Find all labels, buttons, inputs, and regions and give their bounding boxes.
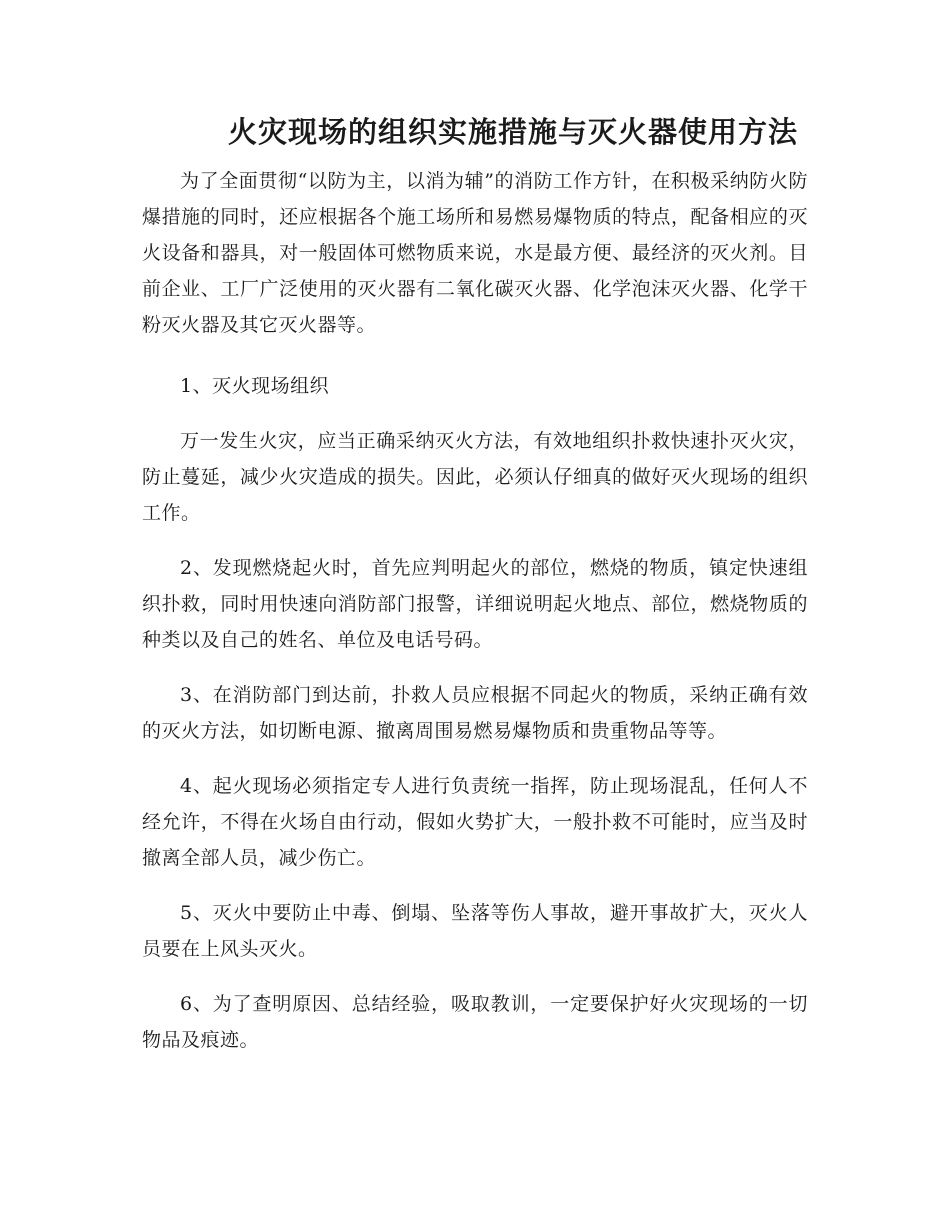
document-page xyxy=(142,112,808,1058)
paragraph-item-2: 2、发现燃烧起火时，首先应判明起火的部位，燃烧的物质，镇定快速组织扑救，同时用快速向消防部门报警，详细说明起火地点、部位，燃烧物质的种类以及自己的姓名、单位及电话号码。 xyxy=(142,557,808,651)
section-heading-1: 1、灭火现场组织 xyxy=(180,375,330,397)
paragraph-item-4: 4、起火现场必须指定专人进行负责统一指挥，防止现场混乱，任何人不经允许，不得在火场自由行动，假如火势扩大，一般扑救不可能时，应当及时撤离全部人员，减少伤亡。 xyxy=(142,775,808,869)
document-title: 火灾现场的组织实施措施与灭火器使用方法 xyxy=(227,115,798,149)
paragraph-item-5: 5、灭火中要防止中毒、倒塌、坠落等伤人事故，避开事故扩大，灭火人员要在上风头灭火。 xyxy=(142,902,808,960)
paragraph-organization: 万一发生火灾，应当正确采纳灭火方法，有效地组织扑救快速扑灭火灾，防止蔓延，减少火灾造成的损失。因此，必须认仔细真的做好灭火现场的组织工作。 xyxy=(142,430,808,524)
paragraph-item-3: 3、在消防部门到达前，扑救人员应根据不同起火的物质，采纳正确有效的灭火方法，如切断电源、撤离周围易燃易爆物质和贵重物品等等。 xyxy=(142,684,808,742)
intro-paragraph: 为了全面贯彻“以防为主，以消为辅”的消防工作方针，在积极采纳防火防爆措施的同时，还应根据各个施工场所和易燃易爆物质的特点，配备相应的灭火设备和器具，对一般固体可燃物质来说，水是最方便、最经济的灭火剂。目前企业、工厂广泛使用的灭火器有二氧化碳灭火器、化学泡沫灭火器、化学干粉灭火器及其它灭火器等。 xyxy=(142,170,808,336)
paragraph-item-6: 6、为了查明原因、总结经验，吸取教训，一定要保护好火灾现场的一切物品及痕迹。 xyxy=(142,993,808,1051)
